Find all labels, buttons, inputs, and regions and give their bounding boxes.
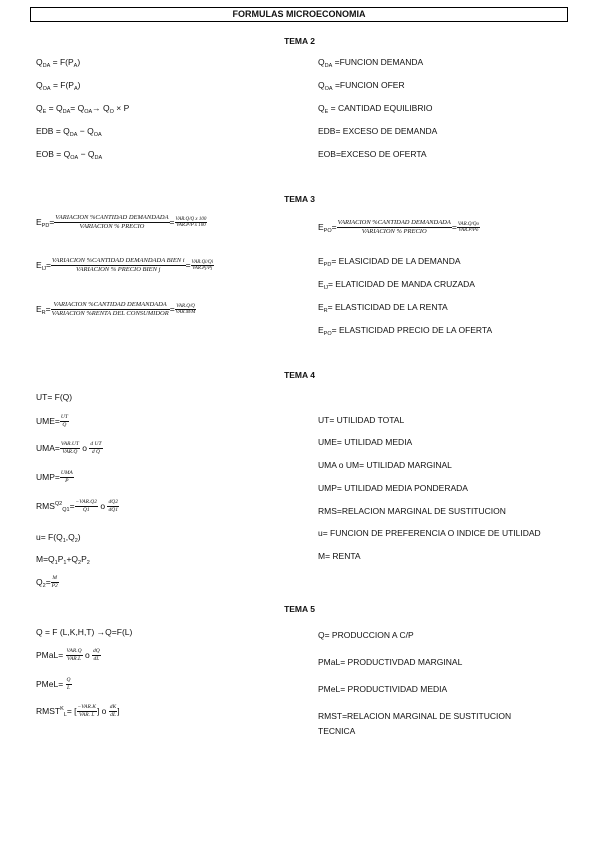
formula-ume: UME= $\frac{UT}{Q}$ bbox=[36, 414, 68, 428]
def-edb: EDB= EXCESO DE DEMANDA bbox=[318, 126, 438, 136]
formula-qoa: $Q_{OA} = F(P_A)$ bbox=[36, 80, 81, 92]
def-ump: UMP= UTILIDAD MEDIA PONDERADA bbox=[318, 483, 468, 493]
def-pmal: PMaL= PRODUCTIVDAD MARGINAL bbox=[318, 657, 463, 667]
epd-numerator: VARIACION %CANTIDAD DEMANDADA bbox=[55, 214, 169, 221]
eij-numerator: VARIACION %CANTIDAD DEMANDADA BIEN i bbox=[51, 257, 185, 264]
def-eob: EOB=EXCESO DE OFERTA bbox=[318, 149, 427, 159]
def-uma: UMA o UM= UTILIDAD MARGINAL bbox=[318, 460, 452, 470]
def-qoa: $Q_{OA}$ =FUNCION OFER bbox=[318, 80, 405, 92]
epd-denominator: VARIACION % PRECIO bbox=[79, 223, 145, 230]
tema4-heading: TEMA 4 bbox=[284, 370, 315, 380]
formula-rmst: $RMST^K_L=$ [ $\frac{\text{−VAR.K}}{\text{VAR. L}}$ ] o $\frac{dK}{dL}$ ] bbox=[36, 704, 120, 718]
def-epo: $E_{PO}=$ ELASTICIDAD PRECIO DE LA OFERTA bbox=[318, 325, 493, 337]
formula-ump: UMP= $\frac{\text{UMA}}{P}$ bbox=[36, 470, 73, 484]
formula-pmel: PMeL= $\frac{Q}{L}$ bbox=[36, 677, 71, 691]
epo-denominator: VARIACION % PRECIO bbox=[361, 228, 427, 235]
eij-denominator: VARIACION % PRECIO BIEN j bbox=[76, 266, 161, 273]
def-rmst-cont: TECNICA bbox=[318, 726, 356, 736]
epo-numerator: VARIACION %CANTIDAD DEMANDADA bbox=[337, 219, 451, 226]
def-u: u= FUNCION DE PREFERENCIA O INDICE DE UTILIDAD bbox=[318, 528, 541, 538]
formula-epo: $E_{PO}=$ $\frac{\text{VARIACION \%CANTIDAD DEMANDADA}}{\text{VARIACION \% PRECIO}}$ = $\frac{\text{VAR.Q/Qo}}{\text{VAR.P/Po}}$ bbox=[318, 219, 479, 235]
formula-qe: $Q_E = Q_{DA}= Q_{OA}\to Q_O \times P$ bbox=[36, 103, 130, 115]
def-qda: $Q_{DA}$ =FUNCION DEMANDA bbox=[318, 57, 424, 69]
er-numerator: VARIACION %CANTIDAD DEMANDADA bbox=[51, 301, 170, 310]
def-rms: RMS=RELACION MARGINAL DE SUSTITUCION bbox=[318, 506, 506, 516]
document-title: FORMULAS MICROECONOMIA bbox=[30, 7, 568, 22]
formula-m: $M=Q_1P_1+Q_2P_2$ bbox=[36, 554, 90, 566]
formula-q: Q = F (L,K,H,T) →Q=F(L) bbox=[36, 627, 133, 637]
formula-pmal: PMaL= $\frac{\text{VAR.Q}}{\text{VAR.L}}$ o $\frac{dQ}{dL}$ bbox=[36, 648, 100, 662]
def-m: M= RENTA bbox=[318, 551, 361, 561]
def-ut: UT= UTILIDAD TOTAL bbox=[318, 415, 405, 425]
formula-eob: EOB = $Q_{OA} - Q_{DA}$ bbox=[36, 149, 103, 161]
def-er: $E_R=$ ELASTICIDAD DE LA RENTA bbox=[318, 302, 448, 314]
formula-edb: EDB = $Q_{DA} - Q_{OA}$ bbox=[36, 126, 102, 138]
formula-u: $u= F(Q_1,Q_2)$ bbox=[36, 532, 81, 544]
def-rmst: RMST=RELACION MARGINAL DE SUSTITUCION bbox=[318, 711, 512, 721]
formula-uma: UMA= $\frac{\text{VAR.UT}}{\text{VAR.Q}}$ o $\frac{\text{d UT}}{\text{d Q}}$ bbox=[36, 441, 102, 455]
formula-er: $E_R=$ $\frac{\text{VARIACION \%CANTIDAD DEMANDADA}}{\text{VARIACION \%RENTA DEL CONSUMIDOR}}$ = $\frac{\text{VAR.Q/Q}}{\text{VAR.M/M}}$ bbox=[36, 301, 196, 317]
def-qe: $Q_E$ = CANTIDAD EQUILIBRIO bbox=[318, 103, 433, 115]
def-pmel: PMeL= PRODUCTIVIDAD MEDIA bbox=[318, 684, 448, 694]
formula-q2: $Q_2=$ $\frac{M}{P2}$ bbox=[36, 575, 58, 589]
def-eij: $E_{IJ}=$ ELATICIDAD DE MANDA CRUZADA bbox=[318, 279, 475, 291]
def-ume: UME= UTILIDAD MEDIA bbox=[318, 437, 413, 447]
tema5-heading: TEMA 5 bbox=[284, 604, 315, 614]
formula-qda: $Q_{DA} = F(P_A)$ bbox=[36, 57, 81, 69]
def-q: Q= PRODUCCION A C/P bbox=[318, 630, 414, 640]
formula-ut: UT= F(Q) bbox=[36, 392, 73, 402]
tema3-heading: TEMA 3 bbox=[284, 194, 315, 204]
tema2-heading: TEMA 2 bbox=[284, 36, 315, 46]
formula-eij: $E_{IJ}=$ $\frac{\text{VARIACION \%CANTIDAD DEMANDADA BIEN i}}{\text{VARIACION \% PRECIO BIEN j}}$ = $\frac{\text{VAR.Qi/Qi}}{\text{VAR.Pj/Pj}}$ bbox=[36, 257, 213, 273]
er-denominator: VARIACION %RENTA DEL CONSUMIDOR bbox=[51, 310, 169, 317]
formula-rms: $RMS^{Q2}_{Q1}=$ $\frac{\text{−VAR.Q2}}{Q1}$ o $\frac{dQ2}{dQ1}$ bbox=[36, 499, 118, 513]
formula-epd: $E_{PD}=$ $\frac{\text{VARIACION \%CANTIDAD DEMANDADA}}{\text{VARIACION \% PRECIO}}$ = $\frac{\text{VAR.Q/Q x 100}}{\text{VAR.P/P x 100}}$ bbox=[36, 214, 207, 230]
def-epd: $E_{PD}=$ ELASICIDAD DE LA DEMANDA bbox=[318, 256, 461, 268]
